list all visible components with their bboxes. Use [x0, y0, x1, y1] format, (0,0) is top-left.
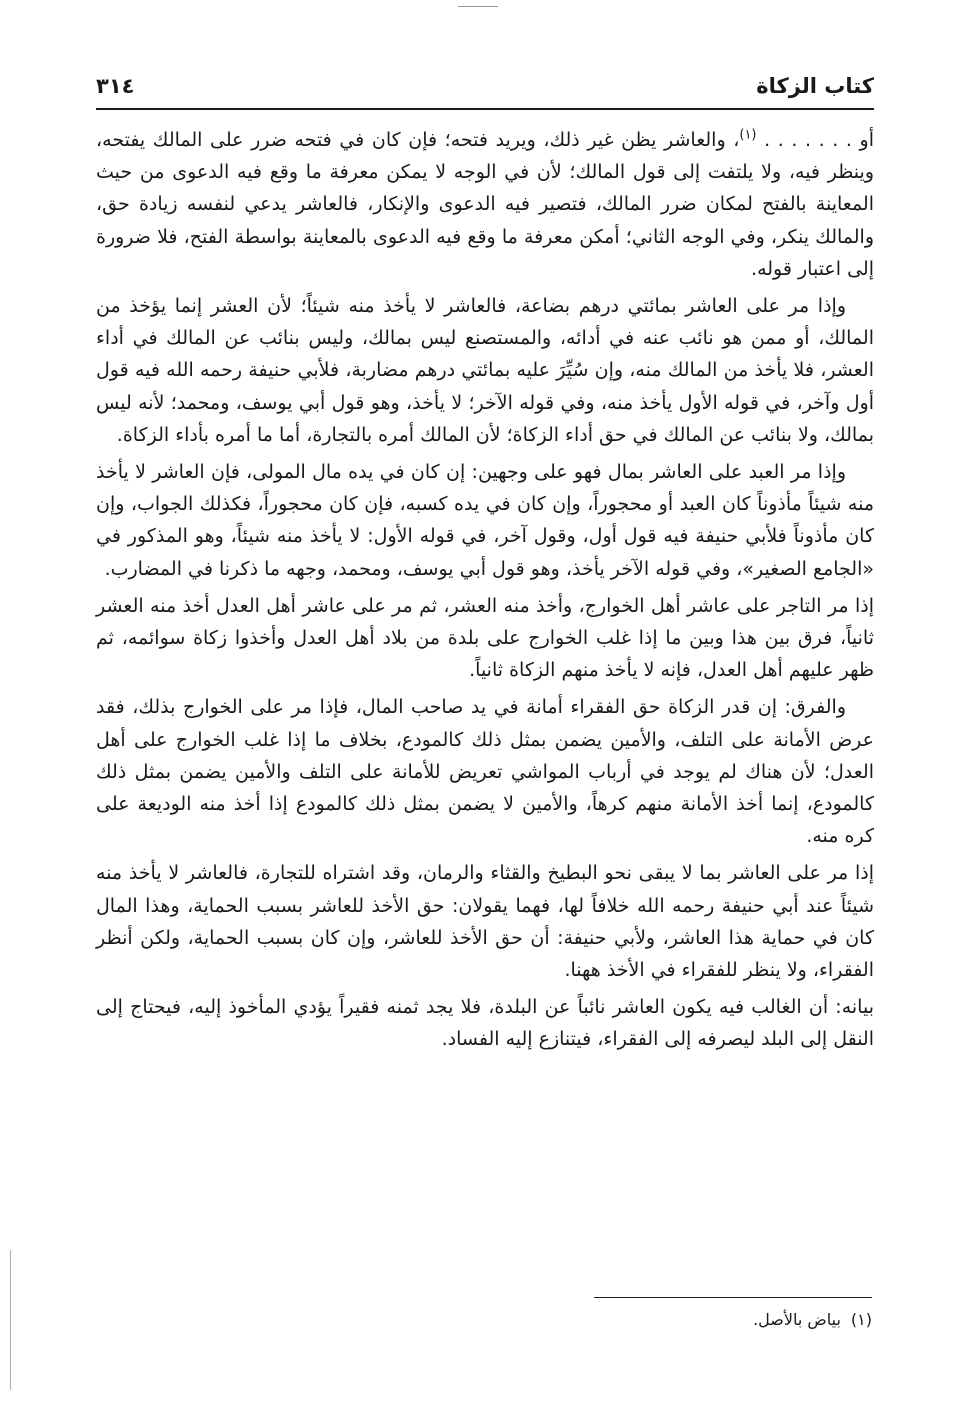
- paragraph: وإذا مر على العاشر بمائتي درهم بضاعة، فالعاشر لا يأخذ منه شيئاً؛ لأن العشر إنما يؤخذ من المالك، أو ممن هو نائب عنه في أدائه، والمستصنع ليس بمالك، وليس بنائب عن المالك في أداء العشر، فلا يأخذ من المالك منه، وإن سُيِّرَ عليه بمائتي درهم مضاربة، فلأبي حنيفة رحمه الله فيه قول أول وآخر، في قوله الأول يأخذ منه، وفي قوله الآخر؛ لا يأخذ، وهو قول أبي يوسف، ومحمد؛ لأنه ليس بمالك، ولا بنائب عن المالك في حق أداء الزكاة؛ لأن المالك أمره بالتجارة، أما ما أمره بأداء الزكاة.: [96, 295, 874, 446]
- footnote-reference: (١): [739, 127, 757, 143]
- scan-top-mark: [458, 6, 498, 7]
- page-header: [96, 66, 874, 106]
- body-text: [96, 124, 874, 1061]
- paragraph-rest: ، والعاشر يظن غير ذلك، ويريد فتحه؛ فإن كان في فتحه ضرر على المالك يفتحه، وينظر فيه، ولا يلتفت إلى قول المالك؛ لأن في الوجه لا يمكن معرفة ما وقع فيه الدعوى من حيث المعاينة بالفتح لمكان ضرر المالك، فتصير فيه الدعوى والإنكار، فالعاشر يدعي لنفسه زيادة حق، والمالك ينكر، وفي الوجه الثاني؛ أمكن معرفة ما وقع فيه الدعوى بالمعاينة بواسطة الفتح، فلا ضرورة إلى اعتبار قوله.: [96, 129, 874, 280]
- paragraph: [96, 124, 874, 285]
- page-number: ٣١٤: [96, 74, 135, 98]
- paragraph: إذا مر التاجر على عاشر أهل الخوارج، وأخذ منه العشر، ثم مر على عاشر أهل العدل أخذ منه العشر ثانياً، فرق بين هذا وبين ما إذا غلب الخوارج على بلدة من بلاد أهل العدل وأخذوا زكاة سوائمه، ثم ظهر عليهم أهل العدل، فإنه لا يأخذ منهم الزكاة ثانياً.: [96, 594, 874, 682]
- footnote-rule: [594, 1297, 872, 1298]
- paragraph: بيانه: أن الغالب فيه يكون العاشر نائباً عن البلدة، فلا يجد ثمنه فقيراً يؤدي المأخوذ إليه، فيحتاج إلى النقل إلى البلد ليصرفه إلى الفقراء، فيتنازع إليه الفساد.: [96, 996, 874, 1051]
- paragraph: إذا مر على العاشر بما لا يبقى نحو البطيخ والقثاء والرمان، وقد اشتراه للتجارة، فالعاشر لا يأخذ منه شيئاً عند أبي حنيفة رحمه الله خلافاً لها، فهما يقولان: حق الأخذ للعاشر بسبب الحماية، وهذا المال كان في حماية هذا العاشر، ولأبي حنيفة: أن حق الأخذ للعاشر، وإن كان بسبب الحماية، ولكن أنظر الفقراء، ولا ينظر للفقراء في الأخذ ههنا.: [96, 862, 874, 982]
- footnote: [96, 1307, 872, 1333]
- footnote-text: بياض بالأصل.: [753, 1310, 841, 1329]
- paragraph-start: أو . . . . . . .: [756, 129, 874, 151]
- running-title: كتاب الزكاة: [756, 74, 874, 98]
- footnote-number: (١): [850, 1310, 872, 1329]
- paragraph: وإذا مر العبد على العاشر بمال فهو على وجهين: إن كان في يده مال المولى، فإن العاشر لا يأخذ منه شيئاً مأذوناً كان العبد أو محجوراً، وإن كان في يده كسبه، فإن كان محجوراً، فكذلك الجواب، وإن كان مأذوناً فلأبي حنيفة فيه قول أول، وقول آخر، في قوله الأول: لا يأخذ منه شيئاً، وهو المذكور في «الجامع الصغير»، وفي قوله الآخر يأخذ، وهو قول أبي يوسف، ومحمد، وجهه ما ذكرنا في المضارب.: [96, 461, 874, 580]
- header-rule: [96, 108, 874, 110]
- scan-edge-line: [10, 1250, 11, 1390]
- paragraph: والفرق: إن قدر الزكاة حق الفقراء أمانة في يد صاحب المال، فإذا مر على الخوارج بذلك، فقد عرض الأمانة على التلف، والأمين يضمن بمثل ذلك كالمودع، بخلاف ما إذا غلب الخوارج على أهل العدل؛ لأن هناك لم يوجد في أرباب المواشي تعريض للأمانة على التلف والأمين يضمن بمثل ذلك كالمودع، إنما أخذ الأمانة منهم كرهاً، والأمين لا يضمن بمثل ذلك كالمودع إذا أخذ منه الوديعة على كره منه.: [96, 696, 874, 848]
